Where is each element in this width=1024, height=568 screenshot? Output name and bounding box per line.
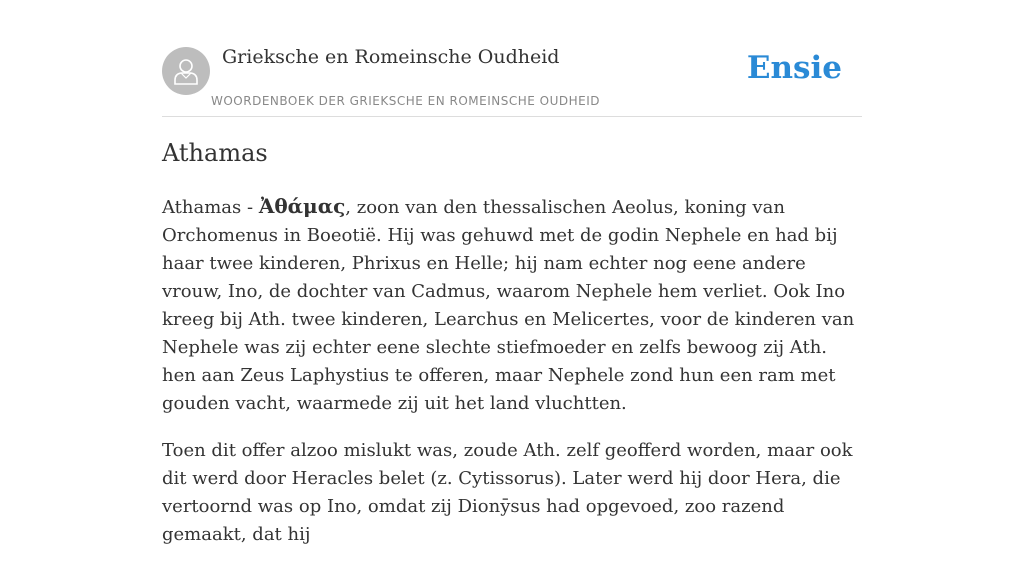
separator: - [241, 197, 259, 218]
headword: Athamas [162, 197, 242, 218]
paragraph-2: Toen dit offer alzoo mislukt was, zoude Ath. zelf geofferd worden, maar ook dit werd door Heracles belet (z. Cytissorus). Later werd hij door Hera, die vertoornd was op Ino, omdat zij Dionȳsus had opgevoed, zoo razend gemaakt, dat hij [162, 440, 853, 545]
user-icon [172, 56, 200, 86]
site-header [162, 40, 862, 117]
ensie-logo[interactable]: Ensie [746, 50, 842, 86]
dictionary-subtitle: WOORDENBOEK DER GRIEKSCHE EN ROMEINSCHE OUDHEID [211, 94, 601, 108]
avatar[interactable] [162, 47, 210, 95]
page-title: Athamas [162, 139, 268, 167]
paragraph-1 [162, 192, 862, 418]
site-title[interactable]: Grieksche en Romeinsche Oudheid [222, 46, 560, 68]
greek-name: Ἀθάμας [258, 194, 346, 218]
paragraph-1-text: , zoon van den thessalischen Aeolus, koning van Orchomenus in Boeotië. Hij was gehuwd met de godin Nephele en had bij haar twee kinderen, Phrixus en Helle; hij nam echter nog eene andere vrouw, Ino, de dochter van Cadmus, waarom Nephele hem verliet. Ook Ino kreeg bij Ath. twee kinderen, Learchus en Melicertes, voor de kinderen van Nephele was zij echter eene slechte stiefmoeder en zelfs bewoog zij Ath. hen aan Zeus Laphystius te offeren, maar Nephele zond hun een ram met gouden vacht, waarmede zij uit het land vluchtten. [162, 197, 855, 414]
